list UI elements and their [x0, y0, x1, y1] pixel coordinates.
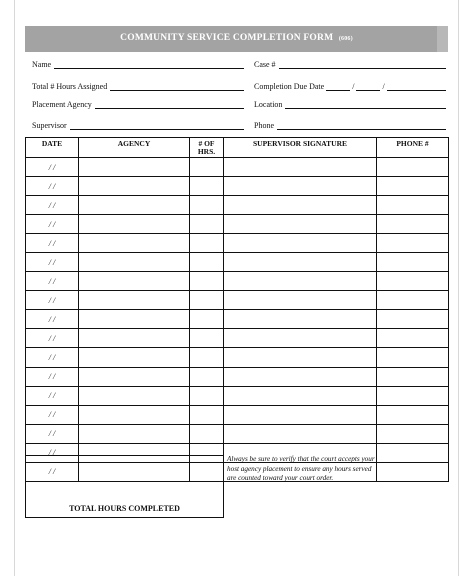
case-line[interactable]	[279, 61, 446, 69]
hours-cell[interactable]	[190, 367, 224, 386]
agency-cell[interactable]	[79, 329, 190, 348]
agency-cell[interactable]	[79, 196, 190, 215]
agency-cell[interactable]	[79, 158, 190, 177]
total-hours-completed-label: TOTAL HOURS COMPLETED	[69, 504, 180, 513]
placement-agency-field[interactable]	[32, 98, 244, 109]
hours-cell[interactable]	[190, 424, 224, 443]
due-year-line[interactable]	[387, 83, 446, 91]
phone-cell[interactable]	[377, 253, 449, 272]
phone-cell[interactable]	[377, 443, 449, 462]
table-row	[26, 291, 449, 310]
hours-cell[interactable]	[190, 196, 224, 215]
hours-cell[interactable]	[190, 272, 224, 291]
table-row	[26, 215, 449, 234]
column-header-hours	[190, 138, 224, 158]
phone-cell[interactable]	[377, 424, 449, 443]
total-hours-box[interactable]	[25, 455, 224, 518]
case-label: Case #	[254, 60, 276, 69]
supervisor-signature-cell[interactable]	[224, 386, 377, 405]
phone-cell[interactable]	[377, 272, 449, 291]
phone-cell[interactable]	[377, 215, 449, 234]
phone-cell[interactable]	[377, 348, 449, 367]
form-title-suffix: (606)	[338, 36, 353, 42]
agency-cell[interactable]	[79, 177, 190, 196]
hours-cell[interactable]	[190, 348, 224, 367]
hours-cell[interactable]	[190, 234, 224, 253]
phone-line[interactable]	[277, 122, 446, 130]
hours-cell[interactable]	[190, 405, 224, 424]
hours-cell[interactable]	[190, 310, 224, 329]
phone-cell[interactable]	[377, 367, 449, 386]
table-row	[26, 196, 449, 215]
table-row	[26, 272, 449, 291]
phone-cell[interactable]	[377, 462, 449, 481]
supervisor-signature-cell[interactable]	[224, 196, 377, 215]
total-hours-assigned-field[interactable]	[32, 80, 244, 91]
total-hours-assigned-label: Total # Hours Assigned	[32, 82, 108, 91]
table-row	[26, 386, 449, 405]
agency-cell[interactable]	[79, 310, 190, 329]
placement-agency-label: Placement Agency	[32, 100, 92, 109]
supervisor-signature-cell[interactable]	[224, 291, 377, 310]
due-day-line[interactable]	[356, 83, 380, 91]
phone-cell[interactable]	[377, 291, 449, 310]
form-title: COMMUNITY SERVICE COMPLETION FORM	[120, 33, 334, 43]
date-cell[interactable]: / /	[26, 158, 79, 177]
phone-cell[interactable]	[377, 196, 449, 215]
table-row	[26, 367, 449, 386]
supervisor-signature-cell[interactable]	[224, 405, 377, 424]
date-cell[interactable]: / /	[26, 424, 79, 443]
completion-due-date-field[interactable]	[254, 80, 446, 91]
date-slash-2: /	[382, 82, 385, 91]
date-slash-1: /	[352, 82, 355, 91]
table-body	[26, 158, 449, 482]
agency-cell[interactable]	[79, 291, 190, 310]
date-cell[interactable]: / /	[26, 196, 79, 215]
agency-cell[interactable]	[79, 215, 190, 234]
phone-cell[interactable]	[377, 405, 449, 424]
agency-cell[interactable]	[79, 348, 190, 367]
hours-cell[interactable]	[190, 215, 224, 234]
table-row	[26, 329, 449, 348]
column-header-supervisor-signature: SUPERVISOR SIGNATURE	[224, 138, 377, 158]
table-row	[26, 234, 449, 253]
supervisor-signature-cell[interactable]	[224, 158, 377, 177]
date-cell[interactable]: / /	[26, 310, 79, 329]
supervisor-signature-cell[interactable]	[224, 234, 377, 253]
supervisor-signature-cell[interactable]	[224, 215, 377, 234]
table-row	[26, 310, 449, 329]
due-month-line[interactable]	[326, 83, 350, 91]
supervisor-signature-cell[interactable]	[224, 177, 377, 196]
phone-field[interactable]	[254, 119, 446, 130]
hours-cell[interactable]	[190, 177, 224, 196]
date-cell[interactable]: / /	[26, 215, 79, 234]
supervisor-field[interactable]	[32, 119, 244, 130]
supervisor-line[interactable]	[70, 122, 244, 130]
location-field[interactable]	[254, 98, 446, 109]
date-cell[interactable]: / /	[26, 234, 79, 253]
supervisor-signature-cell[interactable]	[224, 348, 377, 367]
hours-cell[interactable]	[190, 386, 224, 405]
agency-cell[interactable]	[79, 386, 190, 405]
phone-cell[interactable]	[377, 177, 449, 196]
table-row	[26, 158, 449, 177]
column-header-agency: AGENCY	[79, 138, 190, 158]
date-cell[interactable]: / /	[26, 272, 79, 291]
name-label: Name	[32, 60, 52, 69]
supervisor-signature-cell[interactable]	[224, 253, 377, 272]
location-line[interactable]	[285, 101, 446, 109]
court-verification-note: Always be sure to verify that the court accepts your host agency placement to ensure any hours served are counted toward your court order.	[227, 455, 375, 482]
phone-cell[interactable]	[377, 234, 449, 253]
agency-cell[interactable]	[79, 253, 190, 272]
case-field[interactable]	[254, 58, 446, 69]
date-cell[interactable]: / /	[26, 329, 79, 348]
name-field[interactable]	[32, 58, 244, 69]
name-line[interactable]	[54, 61, 244, 69]
table-row	[26, 253, 449, 272]
form-title-bar	[25, 26, 448, 52]
table-row	[26, 348, 449, 367]
column-header-date: DATE	[26, 138, 79, 158]
column-header-phone: PHONE #	[377, 138, 449, 158]
phone-cell[interactable]	[377, 329, 449, 348]
date-cell[interactable]: / /	[26, 348, 79, 367]
table-row	[26, 405, 449, 424]
completion-due-date-label: Completion Due Date	[254, 82, 325, 91]
hours-cell[interactable]	[190, 253, 224, 272]
hours-cell[interactable]	[190, 329, 224, 348]
table-row	[26, 177, 449, 196]
column-header-hours-text: # OF HRS.	[197, 139, 216, 156]
phone-cell[interactable]	[377, 386, 449, 405]
supervisor-signature-cell[interactable]	[224, 329, 377, 348]
date-cell[interactable]: / /	[26, 291, 79, 310]
date-cell[interactable]: / /	[26, 443, 79, 462]
placement-agency-line[interactable]	[95, 101, 244, 109]
supervisor-signature-cell[interactable]	[224, 367, 377, 386]
agency-cell[interactable]	[79, 234, 190, 253]
table-header-row	[26, 138, 449, 158]
agency-cell[interactable]	[79, 424, 190, 443]
agency-cell[interactable]	[79, 405, 190, 424]
title-bar-edge	[437, 26, 448, 52]
table-row	[26, 424, 449, 443]
total-hours-assigned-line[interactable]	[110, 83, 244, 91]
phone-label: Phone	[254, 121, 274, 130]
phone-cell[interactable]	[377, 310, 449, 329]
hours-cell[interactable]	[190, 158, 224, 177]
supervisor-signature-cell[interactable]	[224, 310, 377, 329]
hours-cell[interactable]	[190, 291, 224, 310]
supervisor-signature-cell[interactable]	[224, 272, 377, 291]
date-cell[interactable]: / /	[26, 367, 79, 386]
supervisor-label: Supervisor	[32, 121, 67, 130]
agency-cell[interactable]	[79, 367, 190, 386]
date-cell[interactable]: / /	[26, 462, 79, 481]
date-cell[interactable]: / /	[26, 253, 79, 272]
location-label: Location	[254, 100, 283, 109]
date-cell[interactable]: / /	[26, 405, 79, 424]
date-cell[interactable]: / /	[26, 177, 79, 196]
phone-cell[interactable]	[377, 158, 449, 177]
hours-log-table	[25, 137, 449, 482]
date-cell[interactable]: / /	[26, 386, 79, 405]
supervisor-signature-cell[interactable]	[224, 424, 377, 443]
agency-cell[interactable]	[79, 272, 190, 291]
